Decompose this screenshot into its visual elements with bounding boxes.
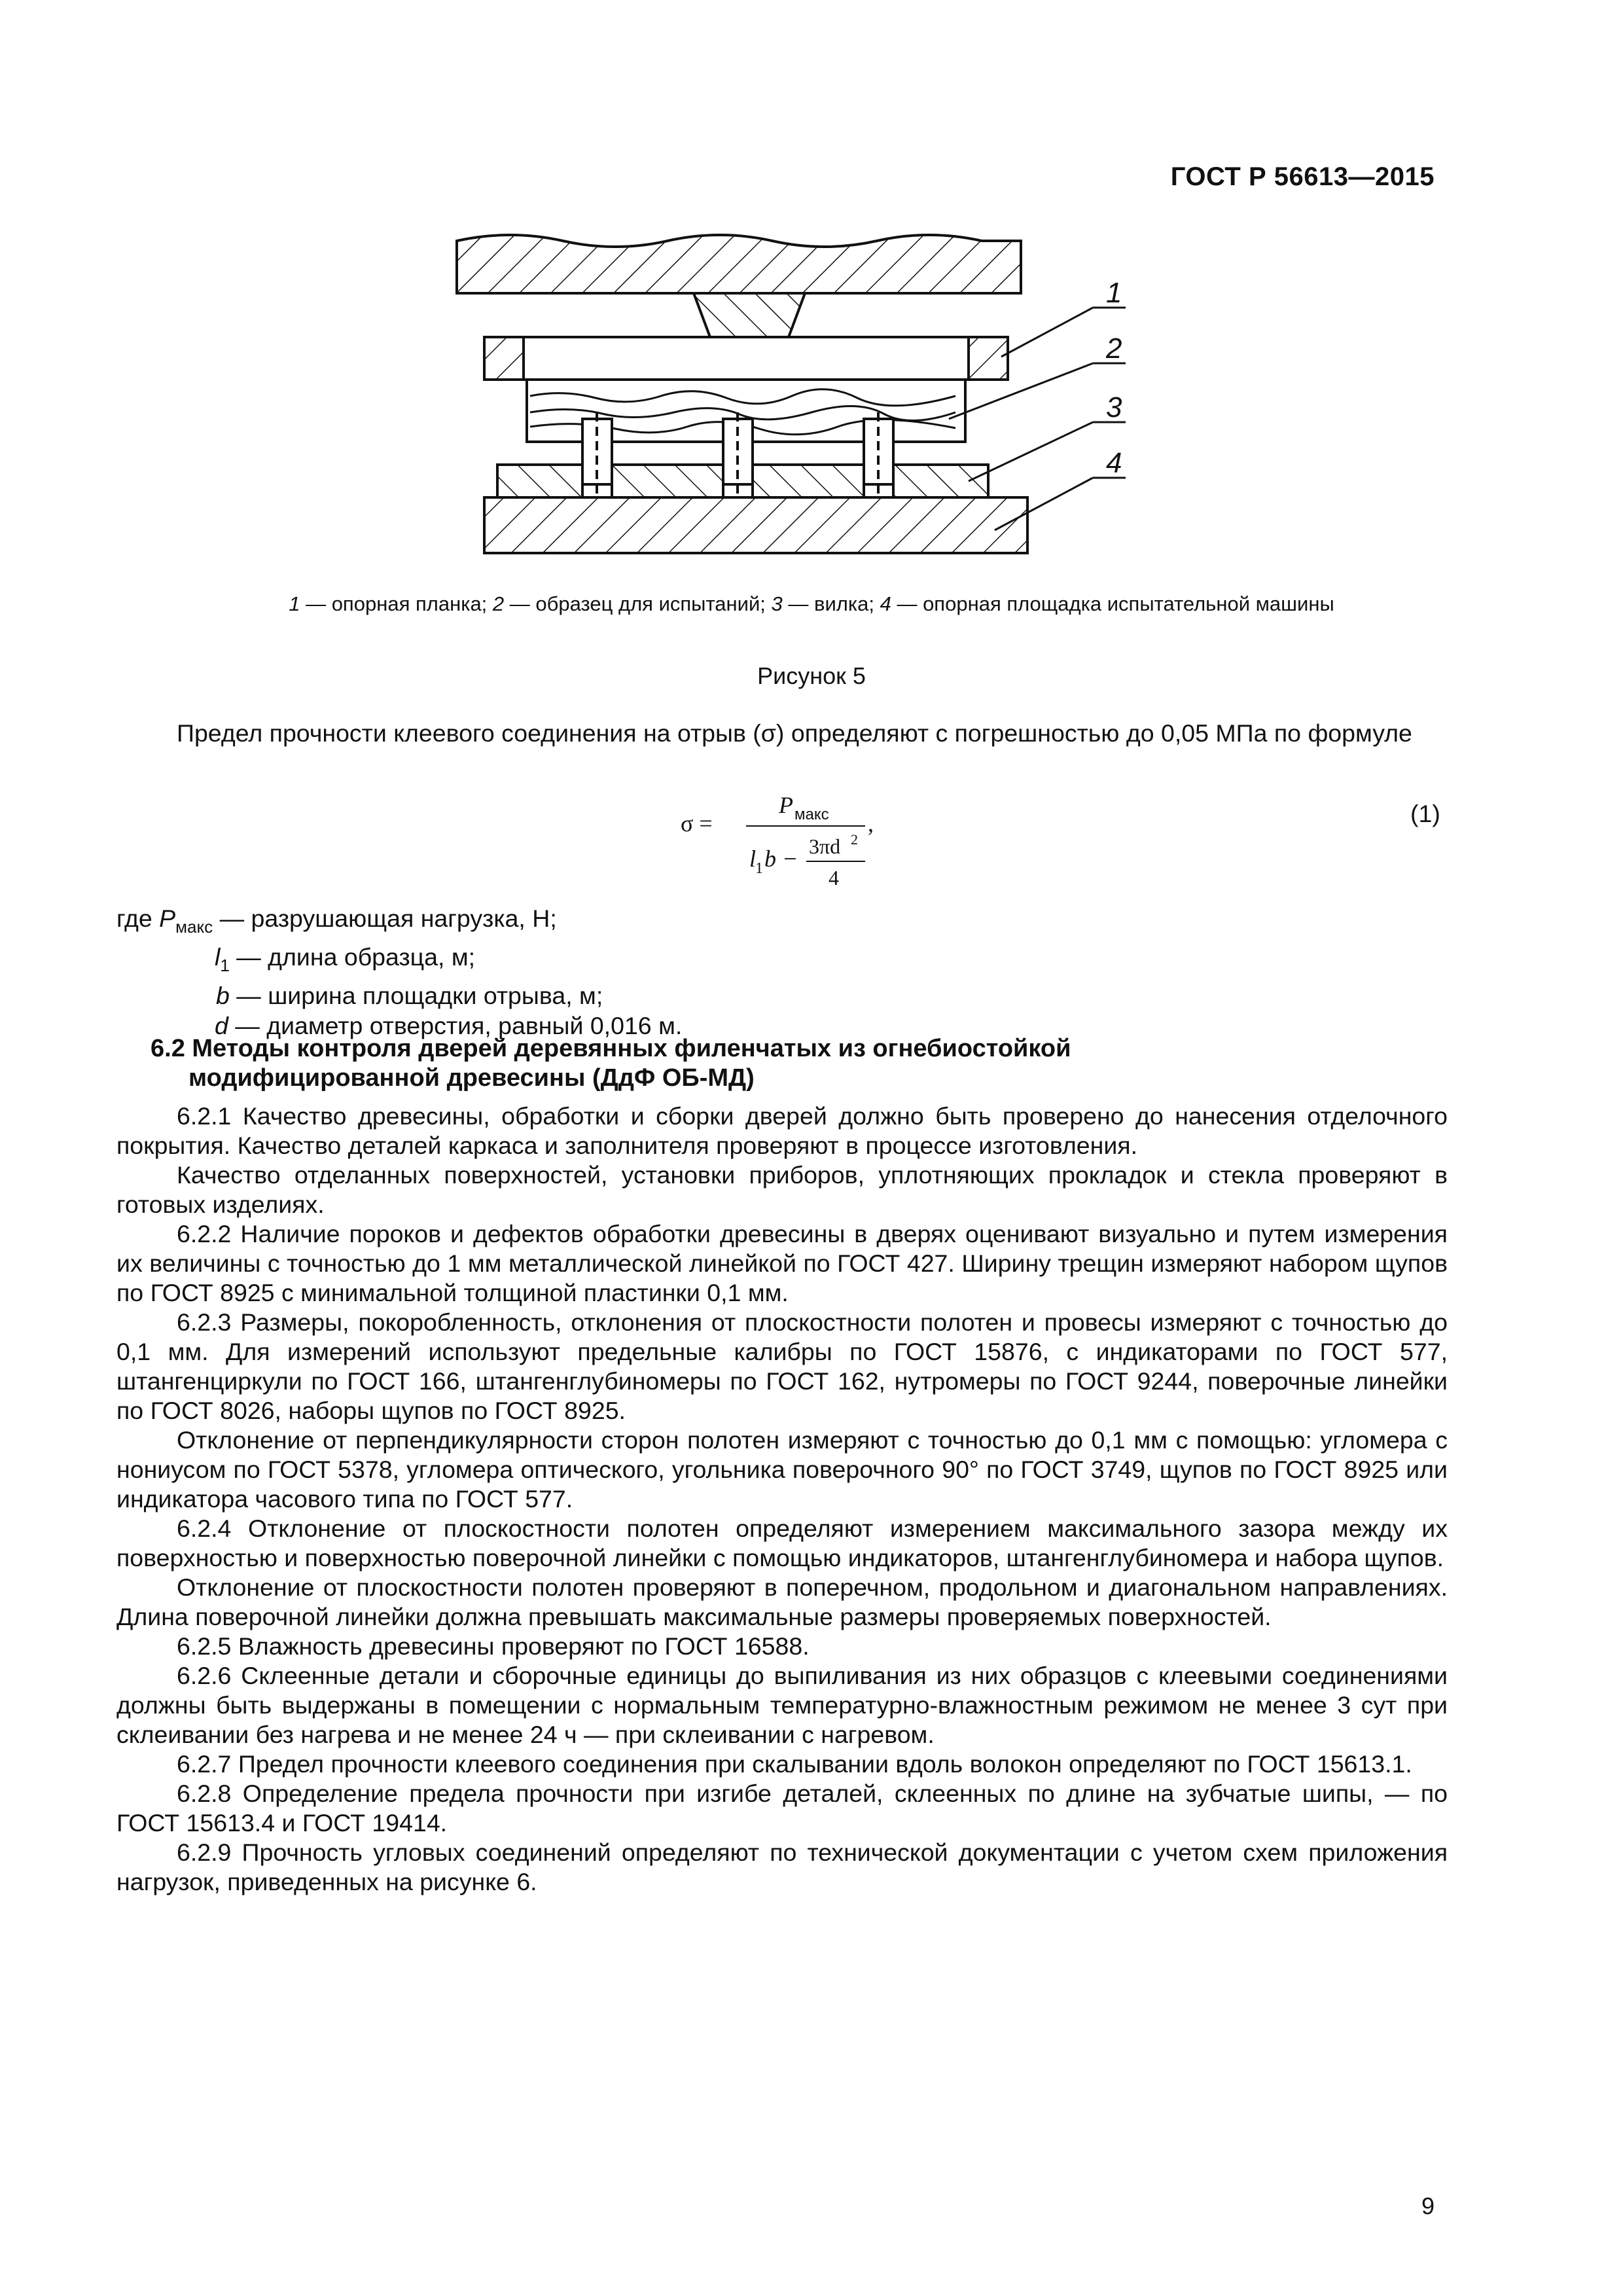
paragraph: 6.2.7 Предел прочности клеевого соединения при скалывании вдоль волокон определяют по ГОСТ 15613.1.: [177, 1750, 1412, 1778]
svg-text:b −: b −: [764, 846, 798, 872]
section-heading: 6.2 Методы контроля дверей деревянных филенчатых из огнебиостойкой модифицированной древесины (ДдФ ОБ-МД): [151, 1035, 1071, 1092]
paragraph: 6.2.5 Влажность древесины проверяют по ГОСТ 16588.: [177, 1632, 810, 1660]
callout-4: 4: [1106, 447, 1122, 479]
svg-text:3πd: 3πd: [809, 834, 841, 858]
paragraph: 6.2.2 Наличие пороков и дефектов обработки древесины в дверях оценивают визуально и путем измерения их величины с точностью до 1 мм металлической линейкой по ГОСТ 427. Ширину трещин измеряют набором щупов по ГОСТ 8925 с минимальной толщиной пластинки 0,1 мм.: [116, 1220, 1448, 1306]
document-header: ГОСТ Р 56613—2015: [1170, 162, 1435, 191]
paragraph: Отклонение от перпендикулярности сторон полотен измеряют с точностью до 0,1 мм с помощью: угломера с нониусом по ГОСТ 5378, угломера оптического, угольника поверочного 90° по ГОСТ 3749, щупов по ГОСТ 8925 или индикатора часового типа по ГОСТ 577.: [116, 1426, 1448, 1513]
paragraph: 6.2.8 Определение предела прочности при изгибе деталей, склеенных по длине на зубчатые шипы, — по ГОСТ 15613.4 и ГОСТ 19414.: [116, 1780, 1448, 1837]
svg-text:σ =: σ =: [681, 810, 713, 836]
press-plate-top: [457, 235, 1021, 293]
formula-legend: [116, 903, 682, 1041]
body-text: [116, 1102, 1448, 1897]
legend-row: d — диаметр отверстия, равный 0,016 м.: [215, 1012, 683, 1039]
svg-text:макс: макс: [794, 806, 829, 823]
load-wedge: [694, 293, 805, 337]
svg-text:P: P: [779, 793, 793, 818]
figure-title: Рисунок 5: [757, 662, 866, 689]
callout-1: 1: [1106, 277, 1122, 309]
legend-row: b — ширина площадки отрыва, м;: [216, 982, 603, 1009]
support-bar: [484, 337, 1008, 380]
svg-text:,: ,: [868, 810, 874, 836]
page-number: 9: [1421, 2193, 1435, 2219]
paragraph: 6.2.4 Отклонение от плоскостности полотен определяют измерением максимального зазора между их поверхностью и поверхностью поверочной линейки с помощью индикаторов, штангенглубиномера и набора щупов.: [116, 1515, 1448, 1571]
equation-number: (1): [1410, 800, 1440, 827]
legend-row: где $P_{макс}$ — разрушающая нагрузка, Н;: [116, 905, 557, 937]
svg-text:l: l: [749, 846, 757, 872]
figure-5-drawing: [432, 223, 1165, 576]
formula: [681, 793, 903, 905]
svg-text:4: 4: [829, 866, 839, 889]
callout-2: 2: [1106, 332, 1122, 365]
paragraph: 6.2.1 Качество древесины, обработки и сборки дверей должно быть проверено до нанесения отделочного покрытия. Качество деталей каркаса и заполнителя проверяют в процессе изготовления.: [116, 1102, 1448, 1159]
svg-text:1: 1: [755, 860, 763, 877]
svg-text:2: 2: [851, 831, 858, 848]
callout-3: 3: [1106, 391, 1122, 423]
figure-caption: 1 — опорная планка; 2 — образец для испытаний; 3 — вилка; 4 — опорная площадка испытательной машины: [289, 592, 1334, 615]
intro-paragraph: Предел прочности клеевого соединения на отрыв (σ) определяют с погрешностью до 0,05 МПа по формуле: [177, 719, 1412, 747]
paragraph: Качество отделанных поверхностей, установки приборов, уплотняющих прокладок и стекла проверяют в готовых изделиях.: [116, 1161, 1448, 1218]
paragraph: 6.2.3 Размеры, покоробленность, отклонения от плоскостности полотен и провесы измеряют с точностью до 0,1 мм. Для измерений используют предельные калибры по ГОСТ 15876, с индикаторами по ГОСТ 577, штангенциркули по ГОСТ 166, штангенглубиномеры по ГОСТ 162, нутромеры по ГОСТ 9244, поверочные линейки по ГОСТ 8026, наборы щупов по ГОСТ 8925.: [116, 1308, 1448, 1424]
machine-platform: [484, 497, 1027, 553]
paragraph: 6.2.6 Склеенные детали и сборочные единицы до выпиливания из них образцов с клеевыми соединениями должны быть выдержаны в помещении с нормальным температурно-влажностным режимом не менее 3 сут при склеивании без нагрева и не менее 24 ч — при склеивании с нагревом.: [116, 1662, 1448, 1748]
paragraph: Отклонение от плоскостности полотен проверяют в поперечном, продольном и диагональном направлениях. Длина поверочной линейки должна превышать максимальные размеры проверяемых поверхностей.: [116, 1573, 1448, 1630]
legend-row: $l_1$ — длина образца, м;: [215, 943, 476, 975]
paragraph: 6.2.9 Прочность угловых соединений определяют по технической документации с учетом схем приложения нагрузок, приведенных на рисунке 6.: [116, 1839, 1448, 1895]
